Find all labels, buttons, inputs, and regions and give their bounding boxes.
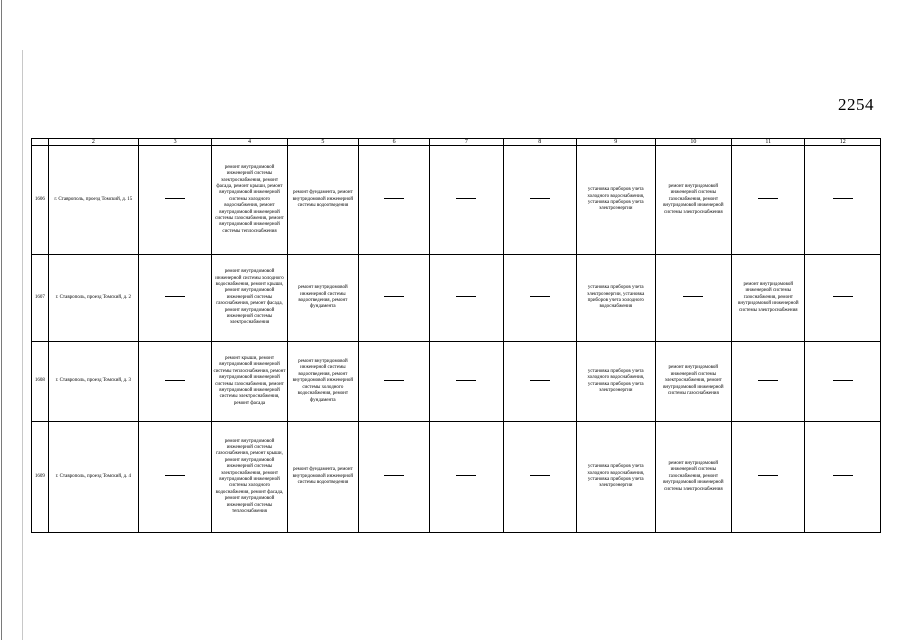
work-cell: ремонт фундамента, ремонт внутридомовой инженерной системы водоотведения (287, 422, 358, 533)
empty-dash-cell (503, 422, 576, 533)
column-header: 10 (655, 139, 732, 146)
dash-mark (833, 296, 853, 297)
dash-mark (758, 475, 778, 476)
row-number: 1608 (32, 342, 49, 422)
dash-mark (165, 296, 185, 297)
dash-mark (456, 296, 476, 297)
work-cell: установка приборов учета холодного водоснабжения, установка приборов учета электроэнергии (576, 422, 655, 533)
empty-dash-cell (358, 255, 429, 342)
dash-mark (384, 380, 404, 381)
dash-mark (683, 296, 703, 297)
dash-mark (165, 475, 185, 476)
table-row (32, 342, 881, 422)
column-number-row (32, 139, 881, 146)
dash-mark (384, 296, 404, 297)
empty-dash-cell (430, 146, 503, 255)
column-header: 9 (576, 139, 655, 146)
column-header (32, 139, 49, 146)
work-cell: ремонт внутридомовой инженерной системы холодного водоснабжения, ремонт крыши, ремонт внутридомовой инженерной системы газоснабжения, ремонт фасада, ремонт внутридомовой инженерной системы электроснабжения (212, 255, 287, 342)
scan-fold-line (22, 50, 23, 640)
dash-mark (530, 380, 550, 381)
empty-dash-cell (503, 342, 576, 422)
empty-dash-cell (430, 255, 503, 342)
dash-mark (833, 198, 853, 199)
work-cell: ремонт внутридомовой инженерной системы водоотведения, ремонт фундамента (287, 255, 358, 342)
empty-dash-cell (655, 255, 732, 342)
work-cell: ремонт внутридомовой инженерной системы газоснабжения, ремонт крыши, ремонт внутридомовой инженерной системы электроснабжения, ремонт внутридомовой инженерной системы холодного водоснабжения, ремонт фасада, ремонт внутридомовой инженерной системы теплоснабжения (212, 422, 287, 533)
scan-edge-line (1, 0, 2, 640)
work-cell: ремонт фундамента, ремонт внутридомовой инженерной системы водоотведения (287, 146, 358, 255)
dash-mark (456, 198, 476, 199)
address-cell: г. Ставрополь, проезд Томский, д. 2 (48, 255, 138, 342)
column-header: 5 (287, 139, 358, 146)
empty-dash-cell (732, 342, 805, 422)
empty-dash-cell (358, 146, 429, 255)
dash-mark (456, 380, 476, 381)
dash-mark (165, 198, 185, 199)
empty-dash-cell (430, 422, 503, 533)
empty-dash-cell (138, 422, 211, 533)
dash-mark (530, 475, 550, 476)
empty-dash-cell (503, 255, 576, 342)
row-number: 1606 (32, 146, 49, 255)
dash-mark (456, 475, 476, 476)
column-header: 6 (358, 139, 429, 146)
empty-dash-cell (138, 342, 211, 422)
dash-mark (530, 296, 550, 297)
empty-dash-cell (732, 422, 805, 533)
work-cell: ремонт внутридомовой инженерной системы водоотведения, ремонт внутридомовой инженерной системы холодного водоснабжения, ремонт фундамента (287, 342, 358, 422)
row-number: 1607 (32, 255, 49, 342)
work-cell: ремонт внутридомовой инженерной системы газоснабжения, ремонт внутридомовой инженерной системы электроснабжения (655, 146, 732, 255)
address-cell: г. Ставрополь, проезд Томский, д. 3 (48, 342, 138, 422)
row-number: 1609 (32, 422, 49, 533)
empty-dash-cell (805, 422, 881, 533)
dash-mark (833, 380, 853, 381)
dash-mark (530, 198, 550, 199)
empty-dash-cell (430, 342, 503, 422)
dash-mark (833, 475, 853, 476)
work-cell: установка приборов учета электроэнергии, установка приборов учета холодного водоснабжения (576, 255, 655, 342)
table-row (32, 422, 881, 533)
work-cell: ремонт внутридомовой инженерной системы газоснабжения, ремонт внутридомовой инженерной системы электроснабжения (655, 422, 732, 533)
column-header: 7 (430, 139, 503, 146)
work-cell: ремонт внутридомовой инженерной системы электроснабжения, ремонт фасада, ремонт крыши, ремонт внутридомовой инженерной системы холодного водоснабжения, ремонт внутридомовой инженерной системы газоснабжения, ремонт внутридомовой инженерной системы теплоснабжения (212, 146, 287, 255)
dash-mark (165, 380, 185, 381)
column-header: 8 (503, 139, 576, 146)
column-header: 11 (732, 139, 805, 146)
work-cell: ремонт крыши, ремонт внутридомовой инженерной системы теплоснабжения, ремонт внутридомовой инженерной системы газоснабжения, ремонт внутридомовой инженерной системы электроснабжения, ремонт фасада (212, 342, 287, 422)
empty-dash-cell (138, 255, 211, 342)
table-row (32, 146, 881, 255)
empty-dash-cell (138, 146, 211, 255)
work-cell: ремонт внутридомовой инженерной системы электроснабжения, ремонт внутридомовой инженерной системы газоснабжения (655, 342, 732, 422)
column-header: 4 (212, 139, 287, 146)
empty-dash-cell (358, 342, 429, 422)
work-cell: установка приборов учета холодного водоснабжения, установка приборов учета электроэнергии (576, 146, 655, 255)
empty-dash-cell (503, 146, 576, 255)
empty-dash-cell (732, 146, 805, 255)
repair-program-table (31, 138, 881, 533)
work-cell: установка приборов учета холодного водоснабжения, установка приборов учета электроэнергии (576, 342, 655, 422)
empty-dash-cell (358, 422, 429, 533)
empty-dash-cell (805, 146, 881, 255)
column-header: 2 (48, 139, 138, 146)
dash-mark (384, 475, 404, 476)
address-cell: г. Ставрополь, проезд Томский, д. 4 (48, 422, 138, 533)
dash-mark (758, 198, 778, 199)
dash-mark (384, 198, 404, 199)
page-number: 2254 (838, 95, 874, 114)
column-header: 12 (805, 139, 881, 146)
address-cell: г. Ставрополь, проезд Томский, д. 15 (48, 146, 138, 255)
empty-dash-cell (805, 255, 881, 342)
work-cell: ремонт внутридомовой инженерной системы газоснабжения, ремонт внутридомовой инженерной системы электроснабжения (732, 255, 805, 342)
table-row (32, 255, 881, 342)
empty-dash-cell (805, 342, 881, 422)
column-header: 3 (138, 139, 211, 146)
dash-mark (758, 380, 778, 381)
